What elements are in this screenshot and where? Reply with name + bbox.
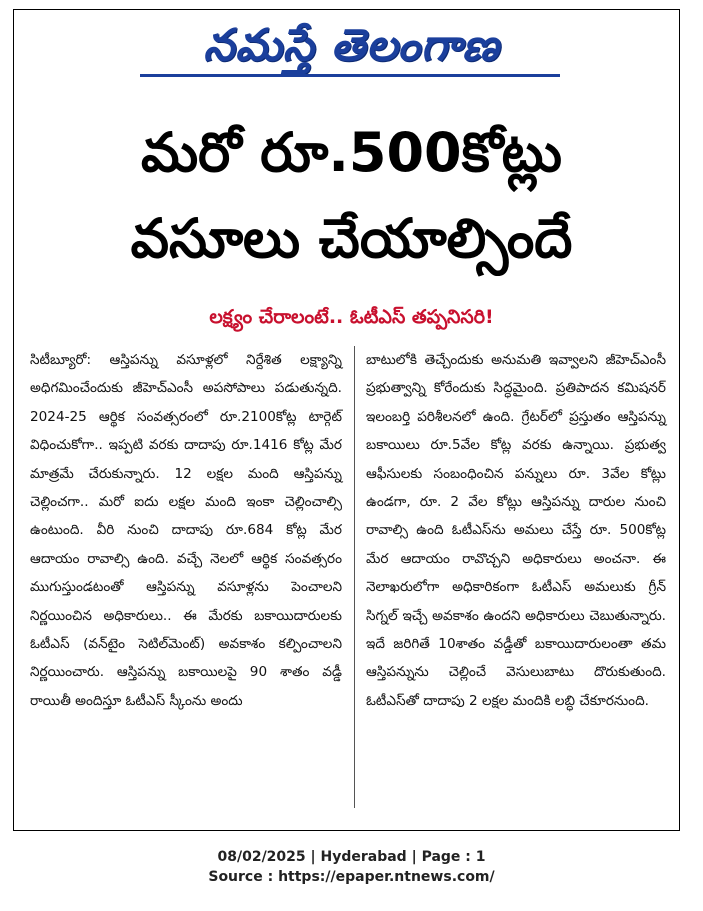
subheadline: లక్ష్యం చేరాలంటే.. ఓటీఎస్ తప్పనిసరి!	[209, 306, 494, 328]
footer-dateline: 08/02/2025 | Hyderabad | Page : 1	[217, 849, 486, 865]
masthead-underline	[140, 74, 560, 77]
column-divider	[354, 346, 355, 808]
article-column-left: సిటీబ్యూరో: ఆస్తిపన్ను వసూళ్లలో నిర్దేశిత లక్ష్యాన్ని అధిగమించేందుకు జీహెచ్ఎంసీ అపసోపాలు పడుతున్నది. 2024-25 ఆర్థిక సంవత్సరంలో రూ.2100కోట్ల టార్గెట్ విధించుకోగా.. ఇప్పటి వరకు దాదాపు రూ.1416 కోట్ల మేర మాత్రమే చేరుకున్నారు. 12 లక్షల మంది ఆస్తిపన్ను చెల్లించగా.. మరో ఐదు లక్షల మంది ఇంకా చెల్లించాల్సి ఉంటుంది. వీరి నుంచి దాదాపు రూ.684 కోట్ల మేర ఆదాయం రావాల్సి ఉంది. వచ్చే నెలలో ఆర్థిక సంవత్సరం ముగుస్తుండటంతో ఆస్తిపన్ను వసూళ్లను పెంచాలని నిర్ణయించిన అధికారులు.. ఈ మేరకు బకాయిదారులకు ఓటీఎస్ (వన్‌టైం సెటిల్‌మెంట్) అవకాశం కల్పించాలని నిర్ణయించారు. ఆస్తిపన్ను బకాయిలపై 90 శాతం వడ్డీ రాయితీ అందిస్తూ ఓటీఎస్ స్కీంను అందు	[30, 352, 342, 709]
footer-source: Source : https://epaper.ntnews.com/	[208, 869, 495, 885]
headline-line-1: మరో రూ.500కోట్లు	[140, 121, 562, 184]
newspaper-masthead: నమస్తే తెలంగాణ	[203, 20, 500, 71]
headline-line-2: వసూలు చేయాల్సిందే	[130, 207, 573, 270]
article-column-right: బాటులోకి తెచ్చేందుకు అనుమతి ఇవ్వాలని జీహెచ్ఎంసీ ప్రభుత్వాన్ని కోరేందుకు సిద్ధమైంది. ప్రతిపాదన కమిషనర్ ఇలంబర్తి పరిశీలనలో ఉంది. గ్రేటర్‌లో ప్రస్తుతం ఆస్తిపన్ను బకాయిలు రూ.5వేల కోట్ల వరకు ఉన్నాయి. ప్రభుత్వ ఆఫీసులకు సంబంధించిన పన్నులు రూ. 3వేల కోట్లు ఉండగా, రూ. 2 వేల కోట్లు ఆస్తిపన్ను దారుల నుంచి రావాల్సి ఉంది ఓటీఎస్‌ను అమలు చేస్తే రూ. 500కోట్ల మేర ఆదాయం రావొచ్చని అధికారులు అంచనా. ఈ నెలాఖరులోగా అధికారికంగా ఓటీఎస్ అమలుకు గ్రీన్ సిగ్నల్ ఇచ్చే అవకాశం ఉందని అధికారులు చెబుతున్నారు. ఇదే జరిగితే 10శాతం వడ్డీతో బకాయిదారులంతా తమ ఆస్తిపన్నును చెల్లించే వెసులుబాటు దొరుకుతుంది. ఓటీఎస్‌తో దాదాపు 2 లక్షల మందికి లబ్ధి చేకూరనుంది.	[366, 352, 666, 709]
